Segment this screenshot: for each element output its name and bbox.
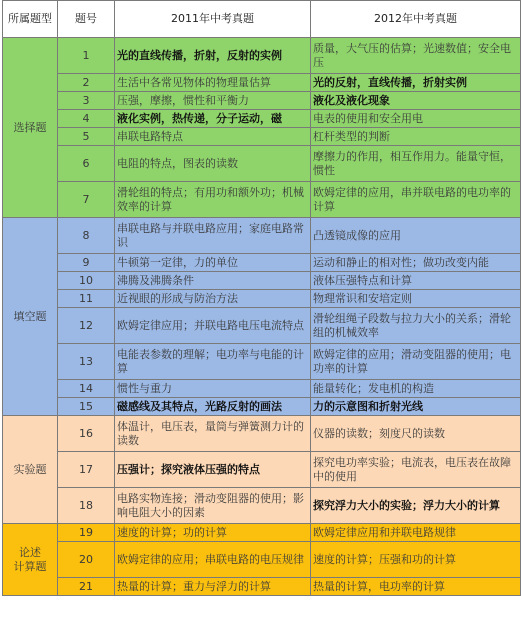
table-row <box>3 398 521 416</box>
table-row <box>3 578 521 596</box>
header-row <box>3 1 521 38</box>
table-row <box>3 92 521 110</box>
table-row <box>3 380 521 398</box>
watermark-sub: 论坛 <box>488 621 516 637</box>
question-number: 1 <box>58 38 115 74</box>
table-row <box>3 452 521 488</box>
question-number: 2 <box>58 74 115 92</box>
category-cell: 填空题 <box>3 218 58 416</box>
question-number: 4 <box>58 110 115 128</box>
topic-2011: 体温计，电压表，量筒与弹簧测力计的读数 <box>115 416 311 452</box>
table-row <box>3 218 521 254</box>
table-row <box>3 146 521 182</box>
question-number: 13 <box>58 344 115 380</box>
topic-2011: 欧姆定律的应用；串联电路的电压规律 <box>115 542 311 578</box>
topic-2012: 液体压强特点和计算 <box>311 272 521 290</box>
topic-2011: 近视眼的形成与防治方法 <box>115 290 311 308</box>
topic-2011: 压强计；探究液体压强的特点 <box>115 452 311 488</box>
table-row <box>3 272 521 290</box>
eduu-watermark <box>432 614 516 638</box>
question-number: 15 <box>58 398 115 416</box>
topic-2012: 质量，大气压的估算；光速数值；安全电压 <box>311 38 521 74</box>
topic-2012: 电表的使用和安全用电 <box>311 110 521 128</box>
topic-2011: 光的直线传播，折射，反射的实例 <box>115 38 311 74</box>
topic-2012: 探究浮力大小的实验；浮力大小的计算 <box>311 488 521 524</box>
question-number: 20 <box>58 542 115 578</box>
question-number: 3 <box>58 92 115 110</box>
topic-2012: 速度的计算；压强和功的计算 <box>311 542 521 578</box>
topic-2011: 生活中各常见物体的物理量估算 <box>115 74 311 92</box>
question-number: 6 <box>58 146 115 182</box>
question-number: 8 <box>58 218 115 254</box>
table-row <box>3 110 521 128</box>
table-row <box>3 344 521 380</box>
topic-2012: 欧姆定律应用和并联电路规律 <box>311 524 521 542</box>
table-row <box>3 308 521 344</box>
header-2011: 2011年中考真题 <box>115 1 311 38</box>
topic-2012: 力的示意图和折射光线 <box>311 398 521 416</box>
topic-2011: 串联电路特点 <box>115 128 311 146</box>
topic-2012: 滑轮组绳子段数与拉力大小的关系；滑轮组的机械效率 <box>311 308 521 344</box>
table-row <box>3 74 521 92</box>
topic-2011: 磁感线及其特点，光路反射的画法 <box>115 398 311 416</box>
question-number: 21 <box>58 578 115 596</box>
question-number: 19 <box>58 524 115 542</box>
topic-2012: 热量的计算，电功率的计算 <box>311 578 521 596</box>
topic-2012: 摩擦力的作用，相互作用力。能量守恒，惯性 <box>311 146 521 182</box>
topic-2012: 光的反射，直线传播，折射实例 <box>311 74 521 92</box>
topic-2011: 沸腾及沸腾条件 <box>115 272 311 290</box>
category-cell: 选择题 <box>3 38 58 218</box>
topic-2011: 惯性与重力 <box>115 380 311 398</box>
topic-2012: 欧姆定律的应用，串并联电路的电功率的计算 <box>311 182 521 218</box>
table-row <box>3 416 521 452</box>
table-row <box>3 524 521 542</box>
question-number: 10 <box>58 272 115 290</box>
question-number: 14 <box>58 380 115 398</box>
question-number: 17 <box>58 452 115 488</box>
header-number: 题号 <box>58 1 115 38</box>
topic-2011: 液化实例，热传递，分子运动，磁 <box>115 110 311 128</box>
question-number: 5 <box>58 128 115 146</box>
topic-2011: 串联电路与并联电路应用；家庭电路常识 <box>115 218 311 254</box>
question-number: 11 <box>58 290 115 308</box>
table-row <box>3 488 521 524</box>
question-number: 7 <box>58 182 115 218</box>
topic-2012: 仪器的读数；刻度尺的读数 <box>311 416 521 452</box>
topic-2011: 滑轮组的特点；有用功和额外功；机械效率的计算 <box>115 182 311 218</box>
header-category: 所属题型 <box>3 1 58 38</box>
exam-table <box>2 0 521 596</box>
header-2012: 2012年中考真题 <box>311 1 521 38</box>
topic-2011: 压强，摩擦，惯性和平衡力 <box>115 92 311 110</box>
watermark-main: eduu <box>431 614 488 638</box>
category-cell: 实验题 <box>3 416 58 524</box>
topic-2012: 杠杆类型的判断 <box>311 128 521 146</box>
table-row <box>3 128 521 146</box>
question-number: 9 <box>58 254 115 272</box>
topic-2012: 液化及液化现象 <box>311 92 521 110</box>
topic-2011: 速度的计算；功的计算 <box>115 524 311 542</box>
table-row <box>3 182 521 218</box>
topic-2012: 运动和静止的相对性；做功改变内能 <box>311 254 521 272</box>
topic-2011: 电能表参数的理解；电功率与电能的计算 <box>115 344 311 380</box>
question-number: 16 <box>58 416 115 452</box>
topic-2011: 牛顿第一定律，力的单位 <box>115 254 311 272</box>
topic-2012: 欧姆定律的应用；滑动变阻器的使用；电功率的计算 <box>311 344 521 380</box>
table-row <box>3 290 521 308</box>
topic-2011: 电路实物连接；滑动变阻器的使用；影响电阻大小的因素 <box>115 488 311 524</box>
category-cell: 论述 计算题 <box>3 524 58 596</box>
table-row <box>3 38 521 74</box>
topic-2012: 凸透镜成像的应用 <box>311 218 521 254</box>
topic-2012: 物理常识和安培定则 <box>311 290 521 308</box>
question-number: 12 <box>58 308 115 344</box>
topic-2011: 热量的计算；重力与浮力的计算 <box>115 578 311 596</box>
table-row <box>3 254 521 272</box>
topic-2011: 欧姆定律应用；并联电路电压电流特点 <box>115 308 311 344</box>
question-number: 18 <box>58 488 115 524</box>
topic-2012: 能量转化；发电机的构造 <box>311 380 521 398</box>
topic-2011: 电阻的特点，图表的读数 <box>115 146 311 182</box>
topic-2012: 探究电功率实验；电流表，电压表在故障中的使用 <box>311 452 521 488</box>
table-row <box>3 542 521 578</box>
